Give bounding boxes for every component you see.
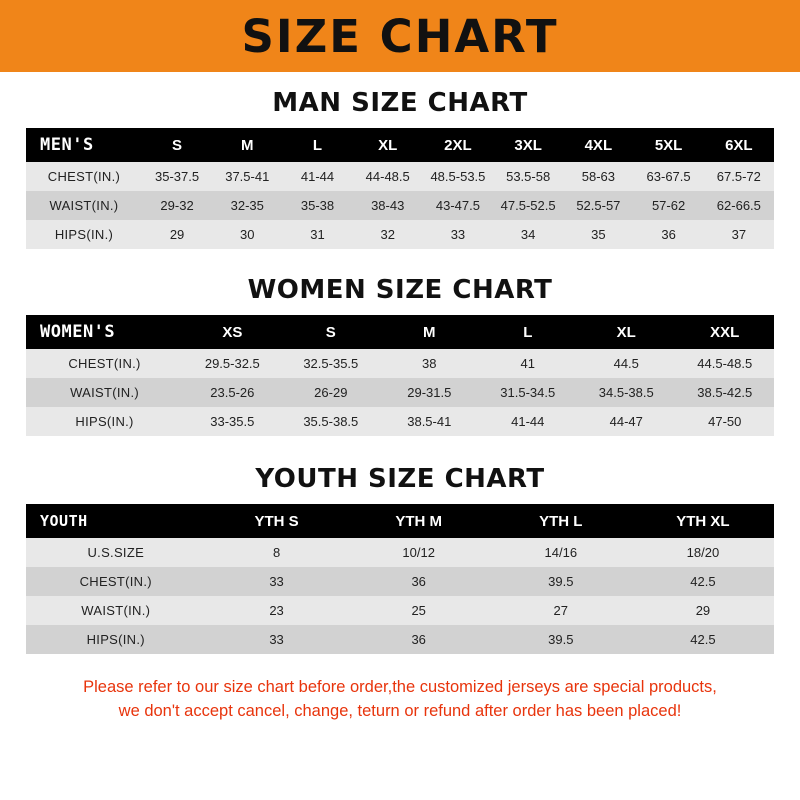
man-cell: 62-66.5 [716,198,761,213]
women-cell: 44.5 [613,356,639,371]
women-cell: 47-50 [708,414,742,429]
women-cell: 31.5-34.5 [500,385,556,400]
man-size-table [26,128,774,249]
youth-cell: 33 [269,574,284,589]
man-cell: 37 [731,227,747,242]
women-cell: 41 [520,356,535,371]
man-cell: 63-67.5 [646,169,691,184]
youth-cell: 29 [695,603,711,618]
youth-cell: 8 [272,545,281,560]
table-row [26,407,774,436]
table-row [26,220,774,249]
women-column-header: XS [222,323,243,341]
man-section-title: MAN SIZE CHART [272,88,528,118]
table-row [26,596,774,625]
women-row-label: CHEST(IN.) [68,356,141,371]
man-cell: 30 [240,227,255,242]
man-cell: 33 [450,227,466,242]
youth-row-label: CHEST(IN.) [79,574,152,589]
women-row-label: WAIST(IN.) [70,385,140,400]
man-cell: 48.5-53.5 [430,169,486,184]
youth-header-label: YOUTH [40,512,88,530]
youth-column-header: YTH S [254,512,299,530]
man-cell: 29-32 [160,198,194,213]
women-cell: 44-47 [609,414,643,429]
women-section-title: WOMEN SIZE CHART [247,275,553,305]
youth-size-table [26,504,774,654]
table-row [26,378,774,407]
man-column-header: 6XL [725,136,753,154]
table-row [26,191,774,220]
women-column-header: XXL [710,323,740,341]
man-cell: 36 [661,227,676,242]
youth-cell: 25 [411,603,426,618]
man-column-header: 4XL [584,136,613,154]
man-row-label: CHEST(IN.) [47,169,121,184]
man-cell: 31 [310,227,325,242]
women-cell: 38.5-42.5 [697,385,753,400]
man-cell: 37.5-41 [225,169,270,184]
youth-cell: 27 [553,603,569,618]
man-cell: 44-48.5 [365,169,410,184]
table-row [26,567,774,596]
youth-cell: 36 [411,632,426,647]
footer-note [26,676,774,724]
header-accent-right [770,0,800,72]
man-cell: 58-63 [581,169,615,184]
youth-row-label: HIPS(IN.) [86,632,145,647]
man-cell: 35 [591,227,606,242]
man-cell: 32 [380,227,395,242]
women-header-label: WOMEN'S [40,322,116,342]
table-row [26,538,774,567]
man-cell: 47.5-52.5 [500,198,556,213]
women-column-header: S [325,323,336,341]
header-accent-left [0,0,30,72]
man-column-header: M [241,136,254,154]
table-row [26,162,774,191]
women-cell: 29-31.5 [407,385,452,400]
man-row-label: HIPS(IN.) [54,227,114,242]
man-cell: 38-43 [371,198,405,213]
youth-column-header: YTH M [395,512,443,530]
youth-cell: 39.5 [548,632,574,647]
youth-row-label: WAIST(IN.) [81,603,151,618]
man-column-header: 5XL [654,136,683,154]
man-cell: 67.5-72 [716,169,761,184]
man-cell: 57-62 [651,198,686,213]
youth-cell: 42.5 [690,632,716,647]
man-header-label: MEN'S [40,135,94,155]
man-column-header: 2XL [444,136,472,154]
women-cell: 41-44 [511,414,545,429]
women-cell: 29.5-32.5 [204,356,260,371]
youth-column-header: YTH L [539,512,583,530]
man-row-label: WAIST(IN.) [49,198,119,213]
man-column-header: 3XL [514,136,542,154]
women-row-label: HIPS(IN.) [75,414,134,429]
youth-cell: 33 [269,632,284,647]
page-title: SIZE CHART [241,9,559,63]
women-cell: 26-29 [314,385,348,400]
man-cell: 32-35 [230,198,264,213]
youth-cell: 23 [269,603,284,618]
man-cell: 52.5-57 [576,198,621,213]
man-column-header: S [172,136,183,154]
women-column-header: L [523,323,533,341]
man-column-header: XL [378,136,398,154]
women-cell: 34.5-38.5 [598,385,654,400]
table-row [26,625,774,654]
man-cell: 53.5-58 [506,169,551,184]
man-column-header: L [312,136,323,154]
youth-cell: 36 [411,574,426,589]
footer-note-line-2: we don't accept cancel, change, teturn or refund after order has been placed! [118,701,682,720]
footer-note-line-1: Please refer to our size chart before order,the customized jerseys are special products, [83,678,717,696]
man-cell: 41-44 [300,169,335,184]
page-header [30,0,770,72]
youth-section-title: YOUTH SIZE CHART [255,464,545,494]
women-cell: 38.5-41 [407,414,452,429]
youth-cell: 42.5 [690,574,716,589]
women-size-table [26,315,774,436]
youth-row-label: U.S.SIZE [87,545,145,560]
youth-cell: 18/20 [686,545,720,560]
youth-cell: 39.5 [548,574,574,589]
man-cell: 34 [520,227,536,242]
man-cell: 35-37.5 [155,169,200,184]
women-cell: 44.5-48.5 [697,356,753,371]
youth-column-header: YTH XL [676,512,730,530]
women-column-header: XL [616,323,636,341]
youth-cell: 14/16 [544,545,578,560]
women-cell: 33-35.5 [210,414,255,429]
women-cell: 35.5-38.5 [303,414,359,429]
women-cell: 23.5-26 [210,385,255,400]
women-column-header: M [423,323,436,341]
content-area [0,72,800,800]
man-cell: 29 [169,227,185,242]
women-cell: 32.5-35.5 [303,356,359,371]
youth-cell: 10/12 [402,545,435,560]
man-cell: 43-47.5 [435,198,480,213]
women-cell: 38 [422,356,437,371]
table-row [26,349,774,378]
man-cell: 35-38 [300,198,335,213]
